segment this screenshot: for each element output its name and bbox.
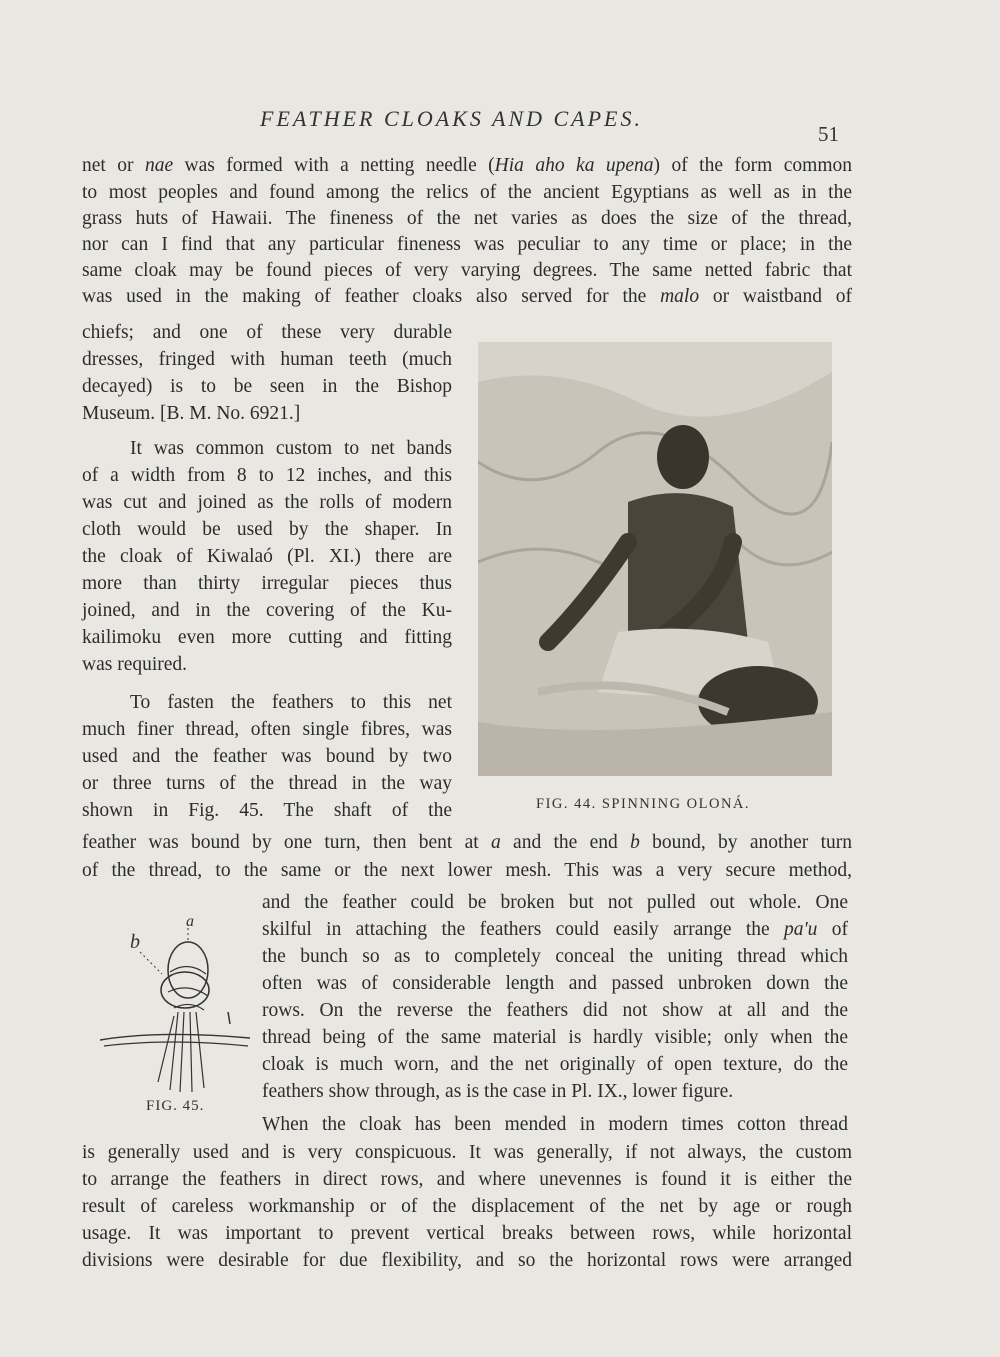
text-line	[262, 944, 848, 970]
text-run: skilful in attaching the feathers could easily arrange the	[262, 919, 784, 940]
text-run: and the end	[500, 832, 631, 853]
italic-term: a	[491, 832, 501, 853]
text-run: net or	[82, 155, 145, 176]
text-line	[82, 1248, 852, 1274]
text-run: It was common custom to net bands	[130, 438, 452, 459]
text-run: was cut and joined as the rolls of modern	[82, 492, 452, 513]
text-run: or three turns of the thread in the way	[82, 773, 452, 794]
text-run: was required.	[82, 654, 188, 675]
text-line	[82, 717, 452, 743]
text-run: of the thread, to the same or the next lower mesh. This was a very secure method,	[82, 860, 852, 881]
text-run: feather was bound by one turn, then bent at	[82, 832, 491, 853]
text-run: decayed) is to be seen in the Bishop	[82, 376, 452, 397]
text-run: result of careless workmanship or of the displacement of the net by age or rough	[82, 1196, 852, 1217]
text-run: to most peoples and found among the relics of the ancient Egyptians as well as in the	[82, 182, 852, 203]
mark-b: b	[130, 931, 140, 953]
text-line	[262, 1052, 848, 1078]
text-run: To fasten the feathers to this net	[130, 692, 452, 713]
text-run: thread being of the same material is hardly visible; only when the	[262, 1027, 848, 1048]
text-line	[82, 180, 852, 206]
text-line	[262, 998, 848, 1024]
text-run: usage. It was important to prevent vertical breaks between rows, while horizontal	[82, 1223, 852, 1244]
italic-term: pa'u	[784, 919, 818, 940]
text-run: feathers show through, as is the case in Pl. IX., lower figure.	[262, 1081, 734, 1102]
text-run: cloak is much worn, and the net originally of open texture, do the	[262, 1054, 848, 1075]
text-run: of a width from 8 to 12 inches, and this	[82, 465, 452, 486]
text-run: rows. On the reverse the feathers did not show at all and the	[262, 1000, 848, 1021]
text-run: When the cloak has been mended in modern times cotton thread	[262, 1114, 848, 1135]
text-run: divisions were desirable for due flexibility, and so the horizontal rows were arranged	[82, 1250, 852, 1271]
text-line	[82, 1221, 852, 1247]
text-line	[82, 625, 452, 651]
text-run: often was of considerable length and passed unbroken down the	[262, 973, 848, 994]
text-line	[82, 652, 452, 678]
text-run: ) of the form common	[653, 155, 852, 176]
photo-illustration	[478, 342, 832, 776]
text-line	[82, 798, 452, 824]
italic-term: b	[630, 832, 640, 853]
text-line	[82, 830, 852, 856]
text-line	[82, 153, 852, 179]
spinning-olona-photo	[478, 342, 832, 776]
text-line	[82, 690, 452, 716]
text-line	[82, 858, 852, 884]
figure-45-sketch	[100, 912, 250, 1102]
text-run: cloth would be used by the shaper. In	[82, 519, 452, 540]
page-number: 51	[818, 122, 839, 146]
text-line	[262, 971, 848, 997]
text-line	[262, 1079, 848, 1105]
text-line	[82, 571, 452, 597]
text-run: the cloak of Kiwalaó (Pl. XI.) there are	[82, 546, 452, 567]
running-head: FEATHER CLOAKS AND CAPES.	[260, 106, 643, 131]
italic-term: nae	[144, 155, 174, 176]
text-run: shown in Fig. 45. The shaft of the	[82, 800, 452, 821]
text-run: chiefs; and one of these very durable	[82, 322, 452, 343]
mark-a: a	[186, 913, 194, 930]
text-line	[262, 1025, 848, 1051]
text-run: and the feather could be broken but not pulled out whole. One	[262, 892, 848, 913]
text-line	[262, 1112, 848, 1138]
text-line	[82, 1167, 852, 1193]
text-line	[82, 401, 452, 427]
text-line	[82, 1194, 852, 1220]
text-run: is generally used and is very conspicuous. It was generally, if not always, the custom	[82, 1142, 852, 1163]
text-run: more than thirty irregular pieces thus	[82, 573, 452, 594]
text-line	[82, 284, 852, 310]
text-line	[82, 463, 452, 489]
text-line	[82, 232, 852, 258]
text-run: or waistband of	[699, 286, 852, 307]
text-line	[82, 598, 452, 624]
text-run: grass huts of Hawaii. The fineness of the net varies as does the size of the thread,	[82, 208, 852, 229]
figure-44-caption: FIG. 44. SPINNING OLONÁ.	[536, 796, 751, 812]
text-run: to arrange the feathers in direct rows, and where unevennes is found it is either the	[82, 1169, 852, 1190]
text-run: the bunch so as to completely conceal the uniting thread which	[262, 946, 848, 967]
text-run: kailimoku even more cutting and fitting	[82, 627, 452, 648]
text-line	[82, 1140, 852, 1166]
text-line	[82, 320, 452, 346]
text-line	[82, 490, 452, 516]
text-run: Museum. [B. M. No. 6921.]	[82, 403, 301, 424]
text-line	[82, 374, 452, 400]
text-run: of	[817, 919, 848, 940]
text-line	[82, 771, 452, 797]
text-run: used and the feather was bound by two	[82, 746, 452, 767]
text-line	[82, 517, 452, 543]
text-line	[82, 206, 852, 232]
text-run: same cloak may be found pieces of very varying degrees. The same netted fabric that	[82, 260, 852, 281]
figure-45-label: FIG. 45.	[146, 1098, 205, 1114]
text-run: was used in the making of feather cloaks also served for the	[82, 286, 661, 307]
italic-term: malo	[660, 286, 700, 307]
text-line	[82, 744, 452, 770]
text-run: nor can I find that any particular fineness was peculiar to any time or place; in the	[82, 234, 852, 255]
text-run: dresses, fringed with human teeth (much	[82, 349, 452, 370]
text-line	[262, 890, 848, 916]
text-line	[262, 917, 848, 943]
italic-term: Hia aho ka upena	[494, 155, 654, 176]
text-line	[82, 436, 452, 462]
text-line	[82, 347, 452, 373]
text-line	[82, 544, 452, 570]
text-run: was formed with a netting needle (	[173, 155, 495, 176]
text-run: much finer thread, often single fibres, was	[82, 719, 452, 740]
text-run: joined, and in the covering of the Ku-	[82, 600, 452, 621]
text-line	[82, 258, 852, 284]
text-run: bound, by another turn	[639, 832, 852, 853]
